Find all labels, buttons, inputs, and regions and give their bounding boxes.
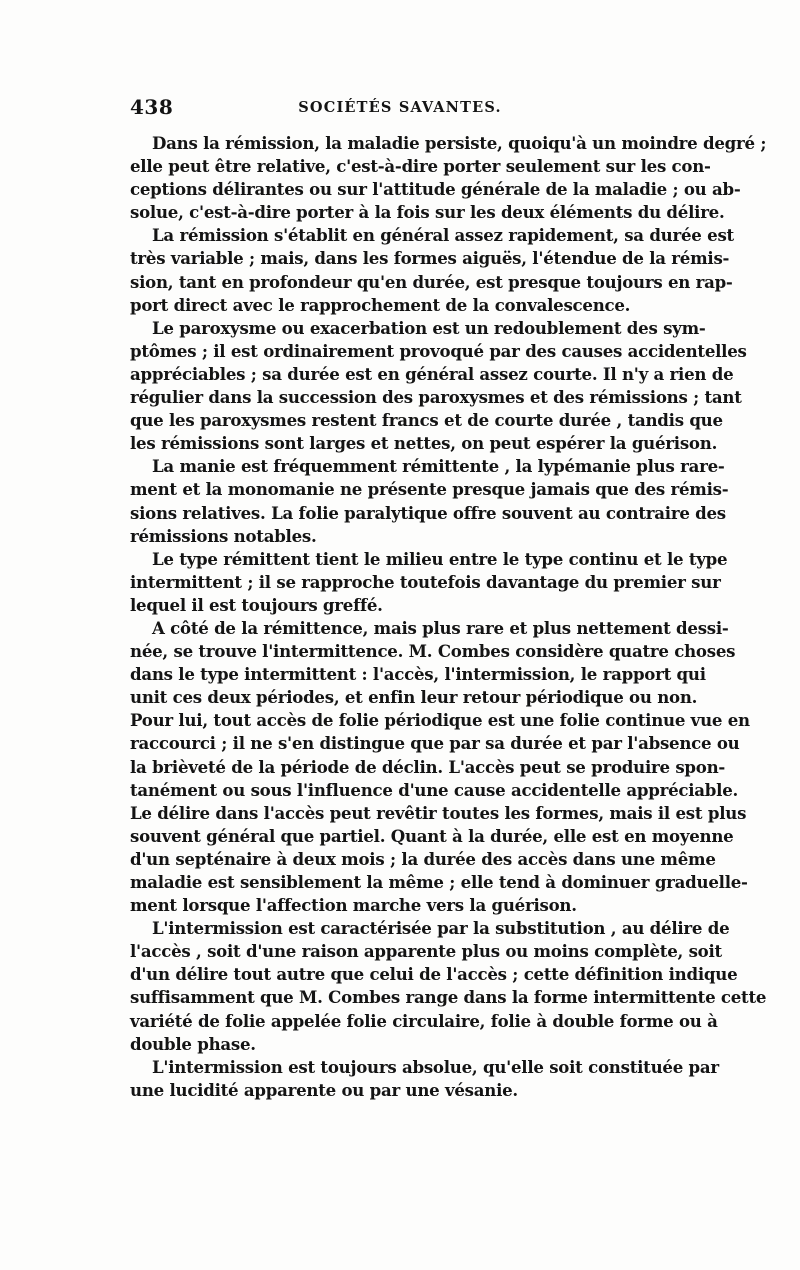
text-line: très variable ; mais, dans les formes aiguës, l'étendue de la rémis- bbox=[130, 248, 730, 269]
text-line: tanément ou sous l'influence d'une cause accidentelle appréciable. bbox=[130, 779, 739, 800]
text-line: L'intermission est toujours absolue, qu'elle soit constituée par bbox=[152, 1056, 719, 1077]
text-line: solue, c'est-à-dire porter à la fois sur les deux éléments du délire. bbox=[130, 202, 725, 223]
text-line: d'un délire tout autre que celui de l'accès ; cette définition indique bbox=[130, 964, 738, 985]
page-number: 438 bbox=[130, 95, 174, 119]
text-line: la brièveté de la période de déclin. L'accès peut se produire spon- bbox=[130, 756, 726, 777]
text-line: Le paroxysme ou exacerbation est un redoublement des sym- bbox=[152, 317, 706, 338]
text-line: raccourci ; il ne s'en distingue que par sa durée et par l'absence ou bbox=[130, 733, 740, 754]
running-head: SOCIÉTÉS SAVANTES. bbox=[298, 99, 502, 116]
text-line: port direct avec le rapprochement de la convalescence. bbox=[130, 294, 631, 315]
text-line: intermittent ; il se rapproche toutefois davantage du premier sur bbox=[130, 571, 721, 592]
text-line: régulier dans la succession des paroxysmes et des rémissions ; tant bbox=[130, 387, 742, 408]
page-header bbox=[130, 95, 670, 119]
text-line: suffisamment que M. Combes range dans la forme intermittente cette bbox=[130, 987, 767, 1008]
paragraph bbox=[130, 1056, 719, 1102]
text-line: que les paroxysmes restent francs et de courte durée , tandis que bbox=[130, 410, 723, 431]
text-line: appréciables ; sa durée est en général assez courte. Il n'y a rien de bbox=[130, 363, 734, 384]
paragraph bbox=[130, 548, 728, 617]
text-line: née, se trouve l'intermittence. M. Combes considère quatre choses bbox=[130, 641, 736, 662]
text-line: La rémission s'établit en général assez rapidement, sa durée est bbox=[152, 225, 734, 246]
text-line: elle peut être relative, c'est-à-dire porter seulement sur les con- bbox=[130, 156, 711, 177]
paragraph bbox=[130, 617, 750, 917]
text-line: Le délire dans l'accès peut revêtir toutes les formes, mais il est plus bbox=[130, 802, 747, 823]
text-line: dans le type intermittent : l'accès, l'intermission, le rapport qui bbox=[130, 664, 706, 685]
text-line: La manie est fréquemment rémittente , la lypémanie plus rare- bbox=[152, 456, 725, 477]
text-line: unit ces deux périodes, et enfin leur retour périodique ou non. bbox=[130, 687, 698, 708]
text-line: maladie est sensiblement la même ; elle tend à dominuer graduelle- bbox=[130, 872, 748, 892]
text-line: ceptions délirantes ou sur l'attitude générale de la maladie ; ou ab- bbox=[130, 179, 741, 200]
text-line: les rémissions sont larges et nettes, on peut espérer la guérison. bbox=[130, 433, 718, 454]
text-line: sions relatives. La folie paralytique offre souvent au contraire des bbox=[130, 502, 726, 523]
text-line: l'accès , soit d'une raison apparente plus ou moins complète, soit bbox=[130, 941, 722, 962]
paragraph bbox=[130, 132, 767, 224]
text-line: d'un septénaire à deux mois ; la durée des accès dans une même bbox=[130, 848, 716, 869]
text-line: Le type rémittent tient le milieu entre le type continu et le type bbox=[152, 548, 728, 569]
paragraph bbox=[130, 917, 767, 1056]
paragraph bbox=[130, 224, 734, 316]
body-text bbox=[130, 132, 767, 1102]
text-line: L'intermission est caractérisée par la substitution , au délire de bbox=[152, 918, 730, 939]
paragraph bbox=[130, 455, 729, 547]
text-line: souvent général que partiel. Quant à la durée, elle est en moyenne bbox=[130, 825, 734, 846]
text-line: une lucidité apparente ou par une vésanie. bbox=[130, 1079, 518, 1100]
paragraph bbox=[130, 317, 747, 456]
text-line: ment lorsque l'affection marche vers la guérison. bbox=[130, 895, 577, 916]
text-line: sion, tant en profondeur qu'en durée, est presque toujours en rap- bbox=[130, 271, 733, 292]
text-line: variété de folie appelée folie circulaire, folie à double forme ou à bbox=[130, 1010, 718, 1031]
text-line: lequel il est toujours greffé. bbox=[130, 594, 383, 615]
text-line: ment et la monomanie ne présente presque jamais que des rémis- bbox=[130, 479, 729, 500]
text-line: Pour lui, tout accès de folie périodique est une folie continue vue en bbox=[130, 710, 750, 731]
text-line: rémissions notables. bbox=[130, 525, 317, 546]
text-line: double phase. bbox=[130, 1033, 256, 1054]
text-line: ptômes ; il est ordinairement provoqué par des causes accidentelles bbox=[130, 340, 747, 361]
text-line: A côté de la rémittence, mais plus rare et plus nettement dessi- bbox=[152, 617, 729, 638]
text-line: Dans la rémission, la maladie persiste, quoiqu'à un moindre degré ; bbox=[152, 133, 767, 153]
